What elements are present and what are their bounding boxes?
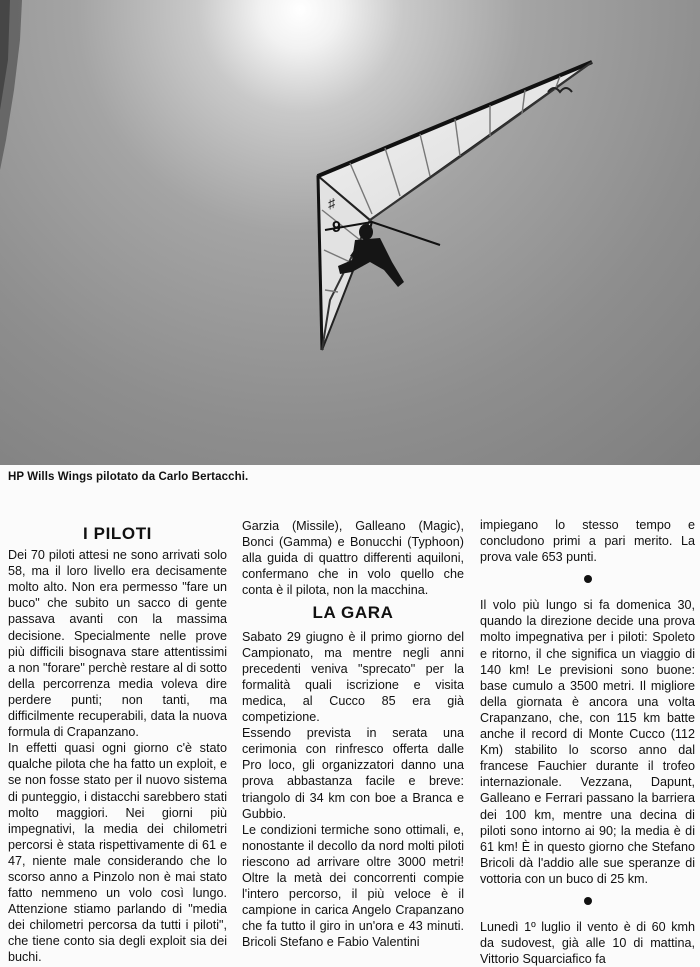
paragraph: Lunedì 1º luglio il vento è di 60 kmh da sudovest, già alle 10 di mattina, Vittorio Squarciafico fa [480,919,695,967]
section-heading-gara: LA GARA [312,603,394,623]
paragraph: Le condizioni termiche sono ottimali, e, nonostante il decollo da nord molti piloti riescono ad arrivare oltre 3000 metri! Oltre la metà dei concorrenti compie l'intero percorso, il più veloce è il campione in carica Angelo Crapanzano che fa tutto il giro in un'ora e 43 minuti. Bricoli Stefano e Fabio Valentini [242,822,464,950]
paragraph: Sabato 29 giugno è il primo giorno del Campionato, ma mentre negli anni precedenti veniva "sprecato" per la formalità quali iscrizione e visita medica, al Cucco 85 era già competizione. [242,629,464,725]
paragraph: Essendo prevista in serata una cerimonia con rinfresco offerta dalle Pro loco, gli organizzatori danno una prova abbastanza facile e breve: triangolo di 34 km con boe a Branca e Gubbio. [242,726,464,821]
bullet-separator [584,897,592,905]
column-3 [480,517,695,967]
photo-caption: HP Wills Wings pilotato da Carlo Bertacchi. [8,471,249,483]
paragraph: Il volo più lungo si fa domenica 30, quando la direzione decide una prova molto impegnativa per i piloti: Spoleto e ritorno, il che significa un viaggio di 140 km! Le previsioni sono buone: base cumulo a 3500 metri. Il migliore della giornata è ancora una volta Crapanzano, che, con 115 km batte anche il record di Monte Cucco (112 Km) stabilito lo scorso anno dal francese Fauchier durante il trofeo internazionale. Vezzana, Dapunt, Galleano e Ferrari passano la barriera dei 100 km, mentre una decina di piloti sono intorno ai 90; la media è di 61 km! È in questo giorno che Stefano Bricoli dà l'addio alle sue speranze di vottoria con un buco di 25 km. [480,598,695,886]
section-heading-piloti: I PILOTI [82,524,153,543]
column-1 [8,516,227,966]
paragraph: In effetti quasi ogni giorno c'è stato qualche pilota che ha fatto un exploit, e se non fosse stato per il nuovo sistema di punteggio, i distacchi sarebbero stati molto maggiori. Nei giorni più impegnativi, la media dei chilometri percorsi è stata rispettivamente di 61 e 47, niente male considerando che lo scorso anno a Pinzolo non è mai stato fatto nemmeno un volo così lungo. Attenzione stiamo parlando di "media dei chilometri percorsa da tutti i piloti", che tiene conto sia degli exploit sia dei buchi. [8,741,227,965]
hang-glider-photo [0,0,700,465]
bullet-separator [584,575,592,583]
svg-text:♯: ♯ [328,195,335,211]
paragraph: Dei 70 piloti attesi ne sono arrivati solo 58, ma il loro livello era decisamente molto alto. Non era permesso "fare un buco" che subito un sacco di gente passava avanti con la massima decisione. Specialmente nelle prove più difficili bisognava stare attentissimi a non "forare" perchè restare al di sotto della percorrenza media voleva dire perdere punti; non tanti, ma difficilmente recuperabili, data la nuova formula di Crapanzano. [8,548,227,740]
column-2 [242,518,464,950]
paragraph: Garzia (Missile), Galleano (Magic), Bonci (Gamma) e Bonucchi (Typhoon) alla guida di quattro differenti aquiloni, confermano che in volo quello che conta è il pilota, non la macchina. [242,519,464,598]
sail-number: 9 [332,219,341,236]
paragraph: impiegano lo stesso tempo e concludono primi a pari merito. La prova vale 653 punti. [480,518,695,565]
